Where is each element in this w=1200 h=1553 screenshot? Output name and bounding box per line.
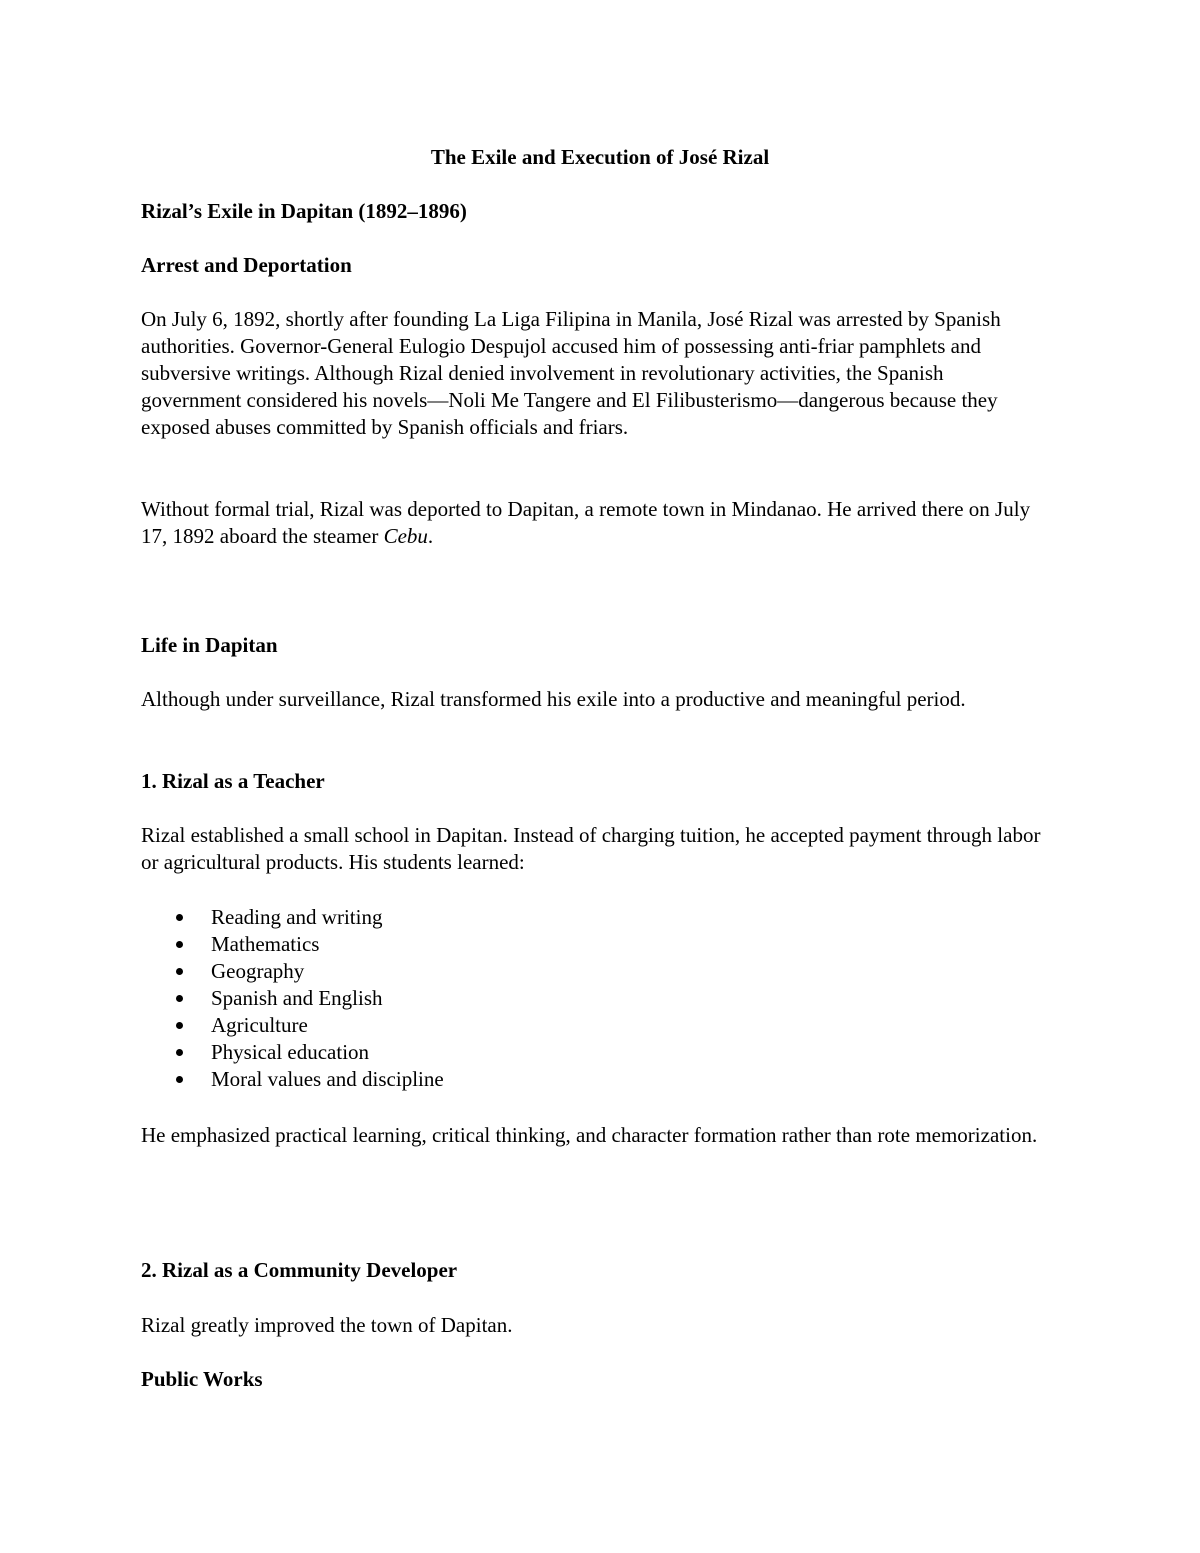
heading-community-developer: 2. Rizal as a Community Developer <box>141 1258 458 1282</box>
list-item <box>141 904 941 931</box>
bullet-icon <box>176 914 183 921</box>
bullet-icon <box>176 1076 183 1083</box>
list-item <box>141 1066 941 1093</box>
document-title: The Exile and Execution of José Rizal <box>430 145 770 169</box>
bullet-icon <box>176 1022 183 1029</box>
list-item <box>141 931 941 958</box>
heading-life-in-dapitan: Life in Dapitan <box>141 633 278 657</box>
list-item-text: Spanish and English <box>211 986 383 1010</box>
paragraph-deportation-text: Without formal trial, Rizal was deported to Dapitan, a remote town in Mindanao. He arrived there on July 17, 1892 aboard the steamer <box>141 497 1031 548</box>
list-item-text: Agriculture <box>211 1013 308 1037</box>
bullet-icon <box>176 995 183 1002</box>
paragraph-deportation <box>141 496 1041 550</box>
bullet-icon <box>176 1049 183 1056</box>
list-item-text: Geography <box>211 959 305 983</box>
paragraph-arrest: On July 6, 1892, shortly after founding La Liga Filipina in Manila, José Rizal was arrested by Spanish authorities. Governor-General Eulogio Despujol accused him of possessing anti-friar pamphlets and subversive writings. Although Rizal denied involvement in revolutionary activities, the Spanish government considered his novels—Noli Me Tangere and El Filibusterismo—dangerous because they exposed abuses committed by Spanish officials and friars. <box>141 307 1001 439</box>
list-item-text: Reading and writing <box>211 905 383 929</box>
paragraph-teacher-closing: He emphasized practical learning, critical thinking, and character formation rather than rote memorization. <box>141 1123 1038 1147</box>
subjects-list <box>141 904 941 1093</box>
paragraph-developer: Rizal greatly improved the town of Dapitan. <box>141 1313 513 1337</box>
list-item-text: Physical education <box>211 1040 370 1064</box>
heading-arrest-deportation: Arrest and Deportation <box>141 253 352 277</box>
section-heading-exile: Rizal’s Exile in Dapitan (1892–1896) <box>141 199 467 223</box>
list-item-text: Moral values and discipline <box>211 1067 444 1091</box>
bullet-icon <box>176 941 183 948</box>
heading-public-works: Public Works <box>141 1367 263 1391</box>
heading-teacher: 1. Rizal as a Teacher <box>141 769 325 793</box>
paragraph-life: Although under surveillance, Rizal transformed his exile into a productive and meaningful period. <box>141 687 966 711</box>
paragraph-deportation-end: . <box>427 524 434 548</box>
bullet-icon <box>176 968 183 975</box>
list-item <box>141 1039 941 1066</box>
list-item <box>141 1012 941 1039</box>
list-item <box>141 958 941 985</box>
list-item-text: Mathematics <box>211 932 320 956</box>
list-item <box>141 985 941 1012</box>
paragraph-teacher: Rizal established a small school in Dapitan. Instead of charging tuition, he accepted payment through labor or agricultural products. His students learned: <box>141 823 1041 874</box>
ship-name: Cebu <box>383 524 428 548</box>
